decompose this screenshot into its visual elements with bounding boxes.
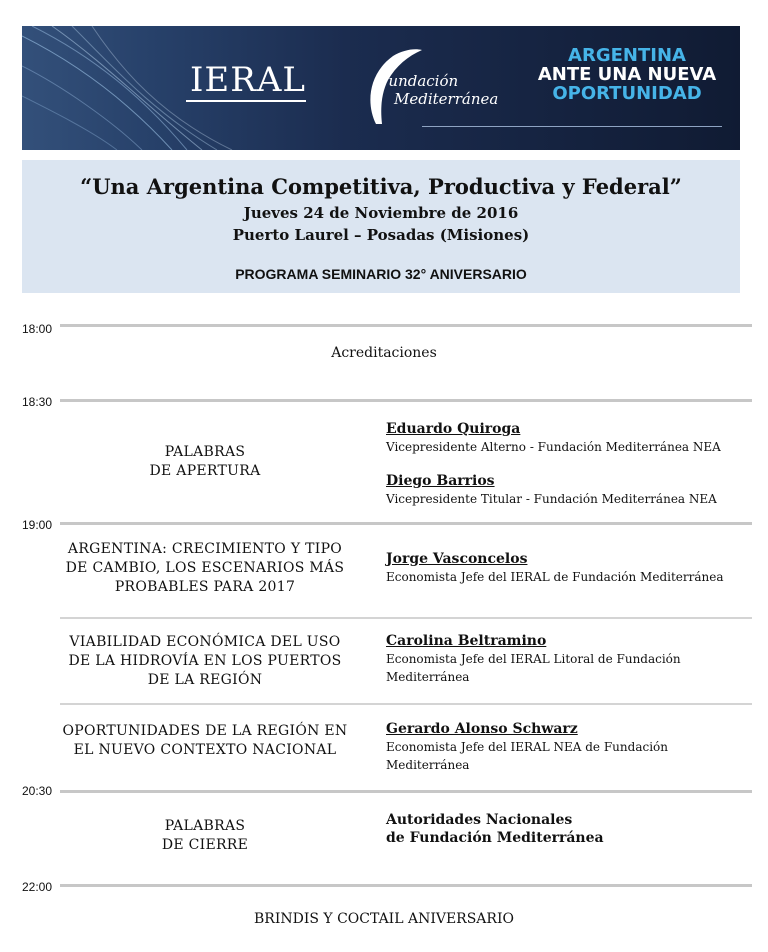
- session-topic: [56, 722, 354, 760]
- speaker-block: [386, 550, 746, 586]
- speaker-name: Carolina Beltramino: [386, 633, 547, 649]
- session-topic-line: OPORTUNIDADES DE LA REGIÓN EN: [62, 723, 348, 739]
- speaker-role: Vicepresidente Alterno - Fundación Mediterránea NEA: [386, 440, 721, 454]
- speaker-role: Economista Jefe del IERAL NEA de Fundación: [386, 740, 668, 754]
- session-topic-line: DE LA HIDROVÍA EN LOS PUERTOS: [68, 653, 342, 669]
- seminar-place: Puerto Laurel – Posadas (Misiones): [232, 226, 530, 244]
- authorities-line: Autoridades Nacionales: [386, 812, 573, 828]
- session-topic: [56, 540, 354, 597]
- slogan-line-1: ARGENTINA: [568, 45, 686, 66]
- session-topic: [56, 633, 354, 690]
- time-divider: [60, 324, 752, 327]
- speaker-role: Mediterránea: [386, 758, 470, 772]
- time-1800: 18:00: [22, 322, 53, 336]
- time-divider: [60, 399, 752, 402]
- speaker-block: [386, 472, 746, 508]
- time-divider: [60, 790, 752, 793]
- speaker-role: Mediterránea: [386, 670, 470, 684]
- speaker-role: Vicepresidente Titular - Fundación Mediterránea NEA: [386, 492, 717, 506]
- ieral-logo-underline: [186, 100, 306, 102]
- opening-topic: [56, 443, 354, 481]
- session-topic-line: DE CAMBIO, LOS ESCENARIOS MÁS: [65, 560, 345, 576]
- closing-toast: BRINDIS Y COCTAIL ANIVERSARIO: [254, 911, 514, 927]
- program-heading: PROGRAMA SEMINARIO 32° ANIVERSARIO: [235, 266, 527, 282]
- session-divider: [60, 617, 752, 619]
- speaker-name: Jorge Vasconcelos: [386, 551, 528, 567]
- closing-authorities: [386, 811, 604, 847]
- opening-topic-line: DE APERTURA: [149, 463, 261, 479]
- opening-topic-line: PALABRAS: [164, 444, 246, 460]
- speaker-name: Eduardo Quiroga: [386, 421, 521, 437]
- closing-topic-line: PALABRAS: [164, 818, 246, 834]
- time-2030: 20:30: [22, 784, 53, 798]
- time-2200: 22:00: [22, 880, 53, 894]
- seminar-date: Jueves 24 de Noviembre de 2016: [243, 204, 519, 222]
- time-divider: [60, 522, 752, 525]
- speaker-role: Economista Jefe del IERAL Litoral de Fundación: [386, 652, 681, 666]
- closing-topic: [56, 817, 354, 855]
- accreditation: Acreditaciones: [331, 345, 437, 361]
- banner-divider: [422, 126, 722, 127]
- time-1830: 18:30: [22, 395, 53, 409]
- closing-topic-line: DE CIERRE: [161, 837, 249, 853]
- ieral-logo: IERAL: [190, 60, 306, 100]
- time-1900: 19:00: [22, 518, 53, 532]
- session-topic-line: VIABILIDAD ECONÓMICA DEL USO: [69, 634, 341, 650]
- session-topic-line: ARGENTINA: CRECIMIENTO Y TIPO: [67, 541, 343, 557]
- speaker-block: [386, 632, 746, 686]
- speaker-block: [386, 720, 746, 774]
- speaker-name: Diego Barrios: [386, 473, 495, 489]
- speaker-name: Gerardo Alonso Schwarz: [386, 721, 578, 737]
- fundacion-logo-line2: Mediterránea: [394, 90, 499, 108]
- speaker-role: Economista Jefe del IERAL de Fundación Mediterránea: [386, 570, 724, 584]
- slogan-line-2: ANTE UNA NUEVA: [537, 64, 717, 85]
- session-topic-line: EL NUEVO CONTEXTO NACIONAL: [73, 742, 337, 758]
- header-banner: [22, 26, 740, 150]
- speaker-block: [386, 420, 746, 456]
- session-topic-line: PROBABLES PARA 2017: [114, 579, 296, 595]
- title-box: [22, 160, 740, 293]
- session-topic-line: DE LA REGIÓN: [147, 672, 263, 688]
- fundacion-logo-line1: Fundación: [378, 72, 459, 90]
- time-divider: [60, 884, 752, 887]
- slogan: [532, 46, 722, 103]
- authorities-line: de Fundación Mediterránea: [386, 830, 604, 846]
- slogan-line-3: OPORTUNIDAD: [552, 83, 702, 104]
- seminar-title: “Una Argentina Competitiva, Productiva y Federal”: [80, 174, 682, 199]
- session-divider: [60, 703, 752, 705]
